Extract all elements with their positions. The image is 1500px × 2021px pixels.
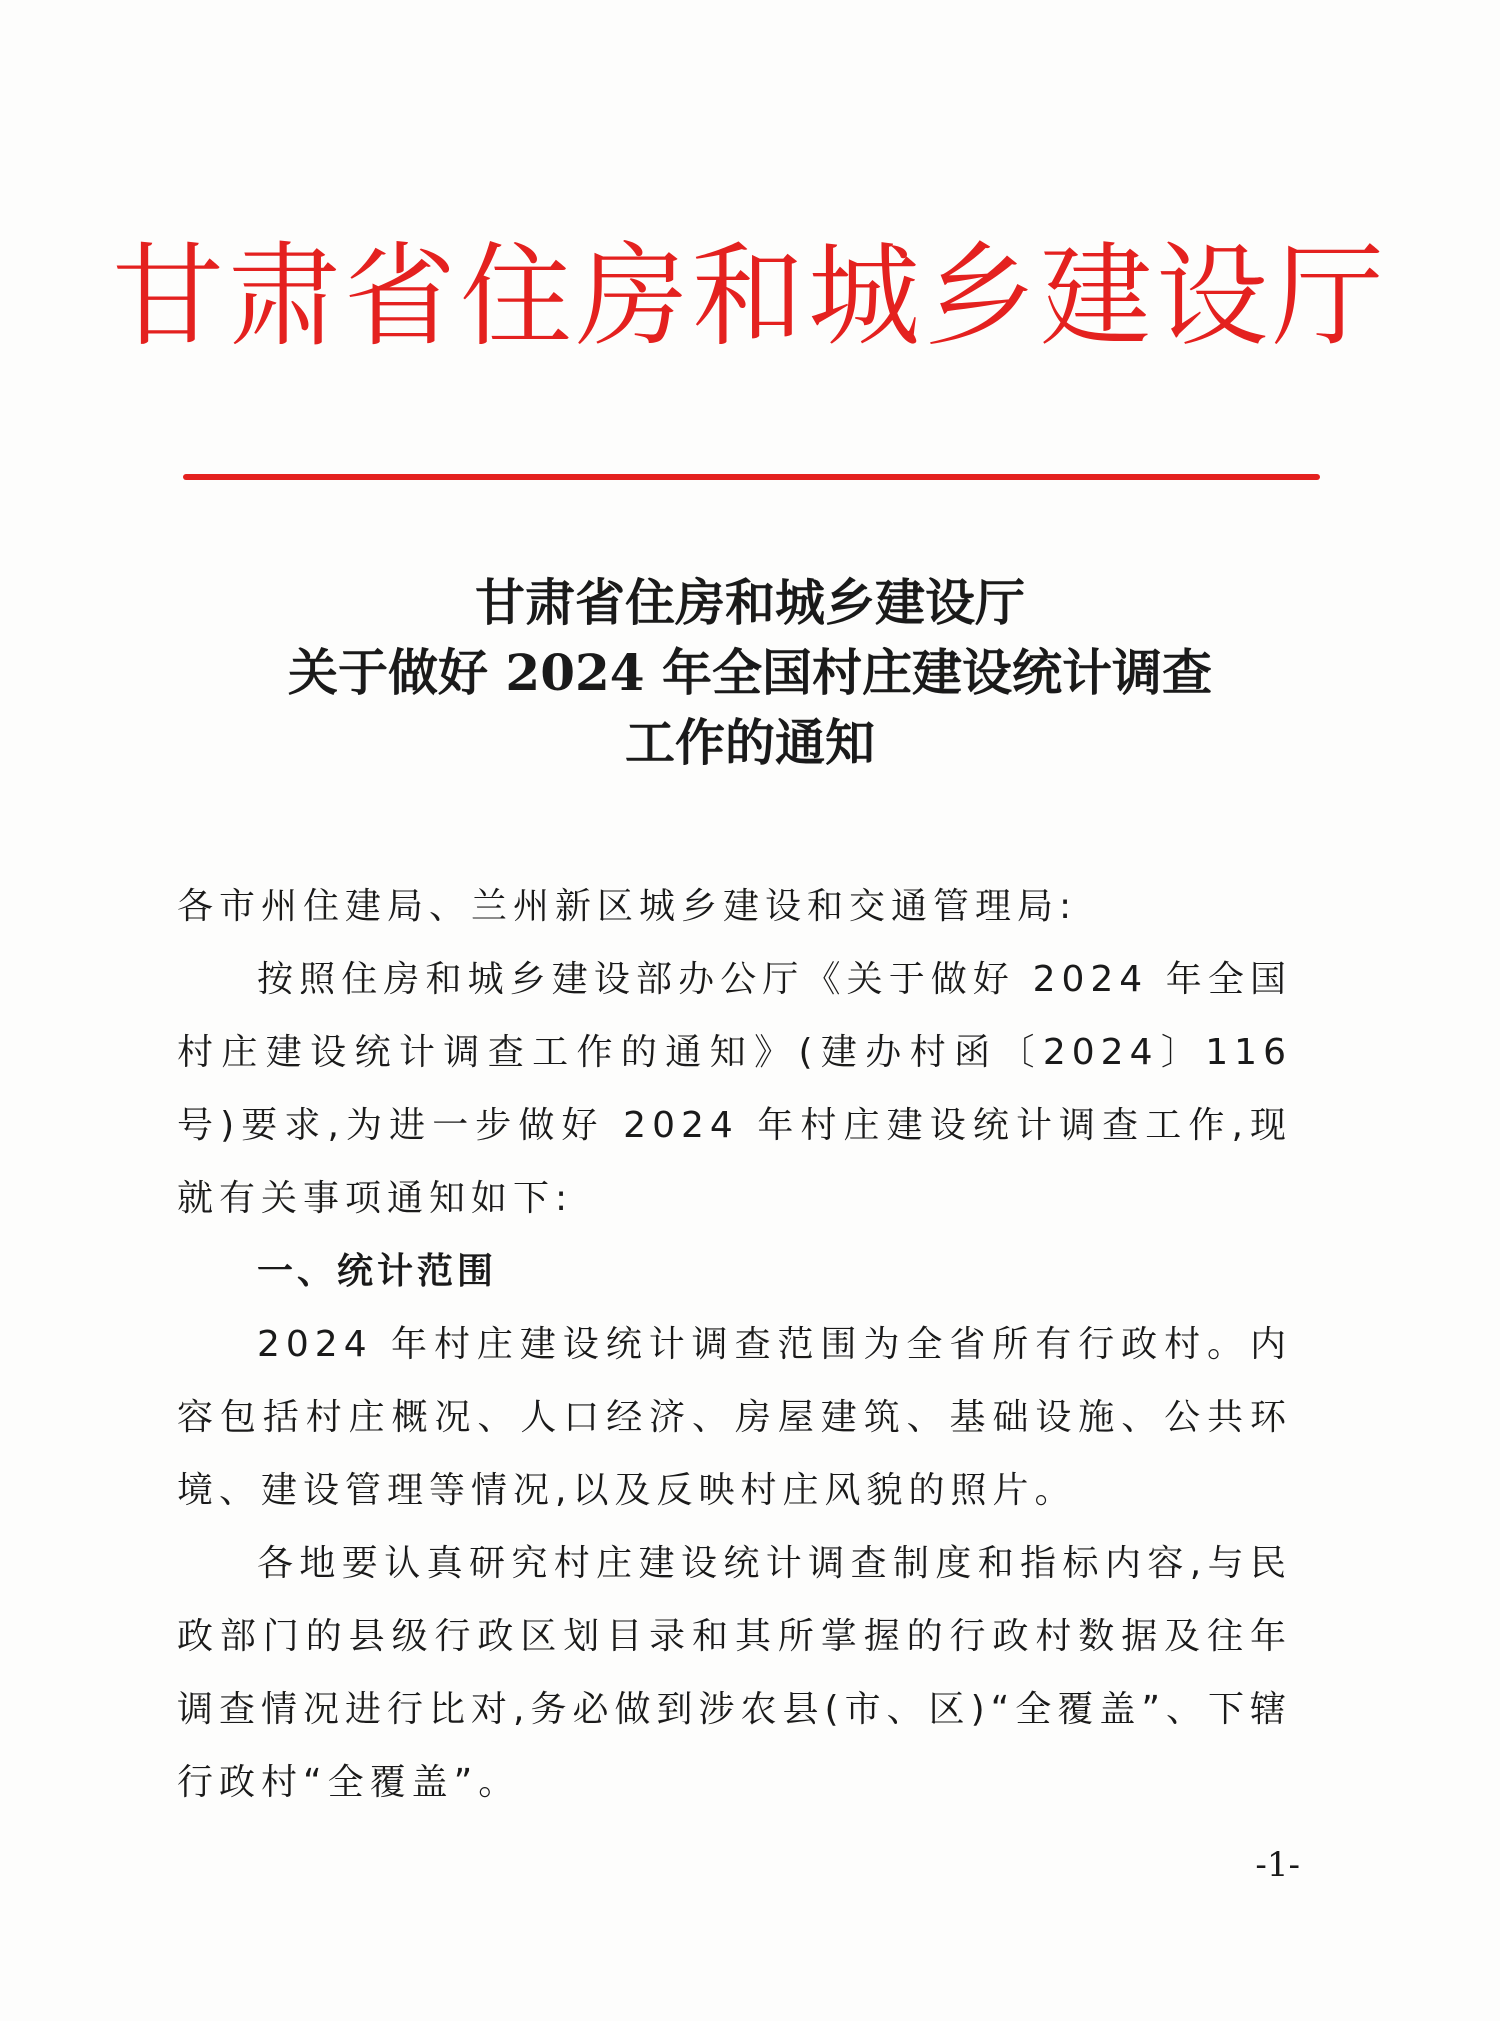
addressee-line: 各市州住建局、兰州新区城乡建设和交通管理局: [177,886,1078,927]
red-masthead-agency-name: 甘肃省住房和城乡建设厅 [112,232,1388,362]
document-body [177,870,1292,1819]
title-line-1: 甘肃省住房和城乡建设厅 [475,573,1025,632]
section-1-paragraph-1: 2024 年村庄建设统计调查范围为全省所有行政村。内容包括村庄概况、人口经济、房屋建筑、基础设施、公共环境、建设管理等情况,以及反映村庄风貌的照片。 [177,1324,1292,1511]
document-title [0,568,1500,778]
page-number: -1- [1255,1845,1300,1885]
title-line-3: 工作的通知 [625,713,875,772]
red-header-divider [183,474,1320,480]
section-1-paragraph-2: 各地要认真研究村庄建设统计调查制度和指标内容,与民政部门的县级行政区划目录和其所掌握的行政村数据及往年调查情况进行比对,务必做到涉农县(市、区)“全覆盖”、下辖行政村“全覆盖”。 [177,1543,1292,1803]
title-line-2: 关于做好 2024 年全国村庄建设统计调查 [288,643,1212,702]
section-1-heading: 一、统计范围 [257,1251,498,1292]
intro-paragraph: 按照住房和城乡建设部办公厅《关于做好 2024 年全国村庄建设统计调查工作的通知》(建办村函〔2024〕116 号)要求,为进一步做好 2024 年村庄建设统计调查工作,现就有关事项通知如下: [177,959,1292,1219]
